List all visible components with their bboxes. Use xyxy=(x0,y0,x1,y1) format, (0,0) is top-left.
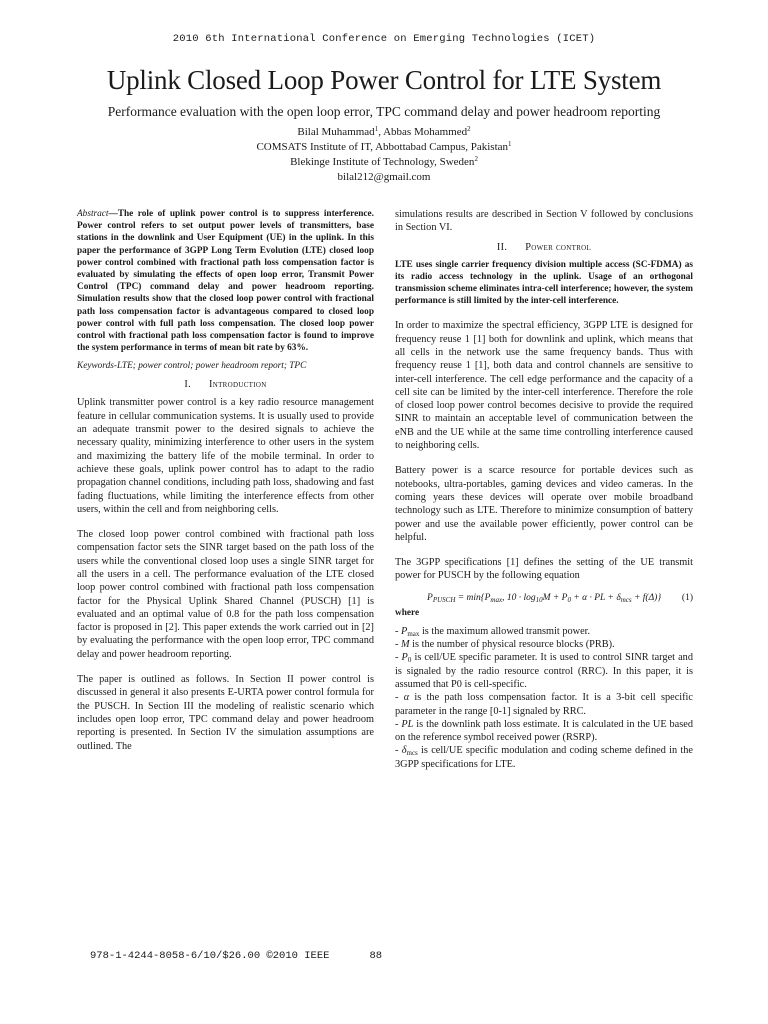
affiliation-2-sup: 2 xyxy=(474,155,478,163)
eq-rest: , 10 · log xyxy=(502,592,536,603)
affiliation-2 xyxy=(0,155,768,170)
affiliation-2-text: Blekinge Institute of Technology, Sweden xyxy=(290,156,475,168)
definition-list xyxy=(395,625,693,771)
page-footer xyxy=(90,950,382,962)
def-symbol-sub: mcs xyxy=(406,749,418,758)
def-symbol-sub: 0 xyxy=(407,656,412,665)
author-sep: , xyxy=(378,126,384,138)
def-text: is the number of physical resource blocks (PRB). xyxy=(409,639,615,651)
affiliation-1-sup: 1 xyxy=(508,140,512,148)
paper-title: Uplink Closed Loop Power Control for LTE System xyxy=(106,65,662,95)
def-prefix: - xyxy=(395,625,402,637)
isbn-copyright: 978-1-4244-8058-6/10/$26.00 ©2010 IEEE xyxy=(90,950,330,962)
def-text: is cell/UE specific modulation and coding scheme defined in the 3GPP specifications for LTE. xyxy=(395,745,693,770)
intro-paragraph-1: Uplink transmitter power control is a key radio resource management feature in cellular communication systems. It is usually used to provide an adequate transmit power to the desired signals to achieve the necessary quality, minimizing interference to other users in the system and maximizing the battery life of the mobile terminal. In order to achieve these goals, uplink power control has to adapt to the radio propagation channel conditions, including path loss, shadowing and fast fading fluctuations, while limiting the interference effects from other users, within the cell and from neighboring cells. xyxy=(77,397,374,515)
def-prefix: - xyxy=(395,718,402,730)
def-symbol: PL xyxy=(401,718,414,730)
definition-item xyxy=(395,718,693,745)
definition-item xyxy=(395,638,693,651)
author-block xyxy=(0,125,768,185)
paper-subtitle: Performance evaluation with the open loop error, TPC command delay and power headroom reporting xyxy=(107,104,661,119)
author-names xyxy=(0,125,768,140)
def-prefix: - xyxy=(395,652,402,664)
conference-header: 2010 6th International Conference on Emerging Technologies (ICET) xyxy=(172,33,596,45)
author-1: Bilal Muhammad xyxy=(297,126,375,138)
equation-body xyxy=(427,589,661,607)
eq-lhs-sub: PUSCH xyxy=(432,595,456,604)
affiliation-1-text: COMSATS Institute of IT, Abbottabad Campus, Pakistan xyxy=(256,141,509,153)
pusch-equation xyxy=(395,589,693,607)
author-email: bilal212@gmail.com xyxy=(337,171,431,183)
keywords: Keywords-LTE; power control; power headroom report; TPC xyxy=(77,361,307,372)
def-symbol: α xyxy=(403,692,410,704)
author-2: Abbas Mohammed xyxy=(383,126,468,138)
def-symbol-sub: max xyxy=(407,629,420,638)
where-label: where xyxy=(395,607,420,618)
eq-mcs-sub: mcs xyxy=(620,595,632,604)
def-prefix: - xyxy=(395,639,402,651)
intro-paragraph-3: The paper is outlined as follows. In Section II power control is discussed in general it also presents E-URTA power control formula for the PUSCH. In Section III the modeling of realistic scenario which includes open loop error, TPC command delay and power headroom reporting is presented. In Section IV the simulation assumptions are outlined. The xyxy=(77,674,374,752)
eq-tail: M + P xyxy=(542,592,568,603)
section-1-title: Introduction xyxy=(209,379,267,391)
def-symbol: P xyxy=(401,652,408,664)
intro-paragraph-2: The closed loop power control combined with fractional path loss compensation factor sets the SINR target based on the path loss of the users while the conventional closed loop uses a single SINR target for all the users in a cell. The performance evaluation of the LTE closed loop power control combined with fractional path loss compensation factor for the Physical Uplink Shared Channel (PUSCH) [1] is evaluated and an optimal value of 0.8 for the path loss compensation factor is proposed in [2]. This paper extends the work carried out in [2] by evaluating the performance with the open loop error, TPC command delay and power headroom reporting. xyxy=(77,529,374,660)
def-text: is the downlink path loss estimate. It is calculated in the UE based on the reference symbol received power (RSRP). xyxy=(395,718,693,744)
def-text: is the maximum allowed transmit power. xyxy=(419,625,591,637)
def-prefix: - xyxy=(395,745,402,757)
abstract-text: —The role of uplink power control is to suppress interference. Power control refers to set output power levels of transmitters, base stations in the downlink and User Equipment (UE) in the uplink. In this paper the performance of 3GPP Long Term Evolution (LTE) closed loop power control combined with fractional path loss compensation factor is evaluated by simulating the effects of open loop error, Transmit Power Control (TPC) command delay and power headroom reporting. Simulation results show that the closed loop power control with fractional path loss compensation factor is advantageous compared to closed loop power control with full path loss compensation. The closed loop power control with fractional path loss compensation factor is found to improve the system performance in terms of mean bit rate by 63%. xyxy=(77,209,374,354)
def-prefix: - xyxy=(395,692,404,704)
eq-p0-sub: 0 xyxy=(567,595,571,604)
affiliation-1 xyxy=(0,140,768,155)
author-1-sup: 1 xyxy=(374,125,379,133)
power-control-paragraph-1: In order to maximize the spectral efficiency, 3GPP LTE is designed for frequency reuse 1 [1] both for downlink and uplink, which means that all cells in the network use the same frequency bands. Thus with frequency reuse 1 [1], both data and control channels are sensitive to inter-cell interference. The cell edge performance and the capacity of a cell site can be limited by the inter-cell interference. Therefore the role of closed loop power control becomes decisive to provide the required SINR to maintain an acceptable level of communication between the eNB and the UE while at the same time controlling interference caused to neighboring cells. xyxy=(395,320,693,452)
def-symbol: P xyxy=(401,625,408,637)
section-2-heading xyxy=(395,241,693,255)
section-1-number: I. xyxy=(184,379,191,391)
eq-close: + f(Δ)} xyxy=(631,592,662,603)
eq-rhs: = min{P xyxy=(455,592,491,603)
def-text: is cell/UE specific parameter. It is used to control SINR target and is signaled by the radio resource control (RRC). In this paper, it is assumed that P0 is cell-specific. xyxy=(395,652,693,690)
page-number: 88 xyxy=(369,950,383,962)
power-control-paragraph-2: Battery power is a scarce resource for portable devices such as notebooks, ultra-portables, gaming devices and video cameras. In the coming years these devices will operate over mobile broadband technology such as LTE. Therefore to minimize consumption of battery power and use the available power efficiently, power control can be helpful. xyxy=(395,465,693,543)
equation-number: (1) xyxy=(681,592,693,603)
definition-item xyxy=(395,744,693,771)
def-symbol: M xyxy=(401,639,410,651)
power-control-paragraph-3: The 3GPP specifications [1] defines the setting of the UE transmit power for PUSCH by the following equation xyxy=(395,557,693,582)
left-column xyxy=(77,208,374,753)
author-2-sup: 2 xyxy=(467,125,471,133)
definition-item xyxy=(395,651,693,691)
section-2-number: II. xyxy=(496,241,508,253)
eq-lhs: P xyxy=(427,592,433,603)
abstract xyxy=(77,208,374,354)
definition-item xyxy=(395,691,693,718)
def-text: is the path loss compensation factor. It is a 3-bit cell specific parameter in the range [0-1] signaled by RRC. xyxy=(395,692,693,717)
sc-fdma-paragraph: LTE uses single carrier frequency division multiple access (SC-FDMA) as its radio access technology in the uplink. Usage of an orthogonal transmission scheme eliminates intra-cell interference; however, the system performance is still limited by the inter-cell interference. xyxy=(395,259,693,307)
outline-continuation: simulations results are described in Section V followed by conclusions in Section VI. xyxy=(395,209,693,234)
definition-item xyxy=(395,625,693,638)
right-column xyxy=(395,208,693,771)
eq-max-sub: max xyxy=(490,595,503,604)
section-2-title: Power control xyxy=(525,241,592,253)
def-symbol: δ xyxy=(401,745,407,757)
abstract-label: Abstract xyxy=(77,209,109,219)
eq-log-sub: 10 xyxy=(535,595,543,604)
eq-end: + α · PL + δ xyxy=(570,592,621,603)
section-1-heading xyxy=(77,378,374,392)
